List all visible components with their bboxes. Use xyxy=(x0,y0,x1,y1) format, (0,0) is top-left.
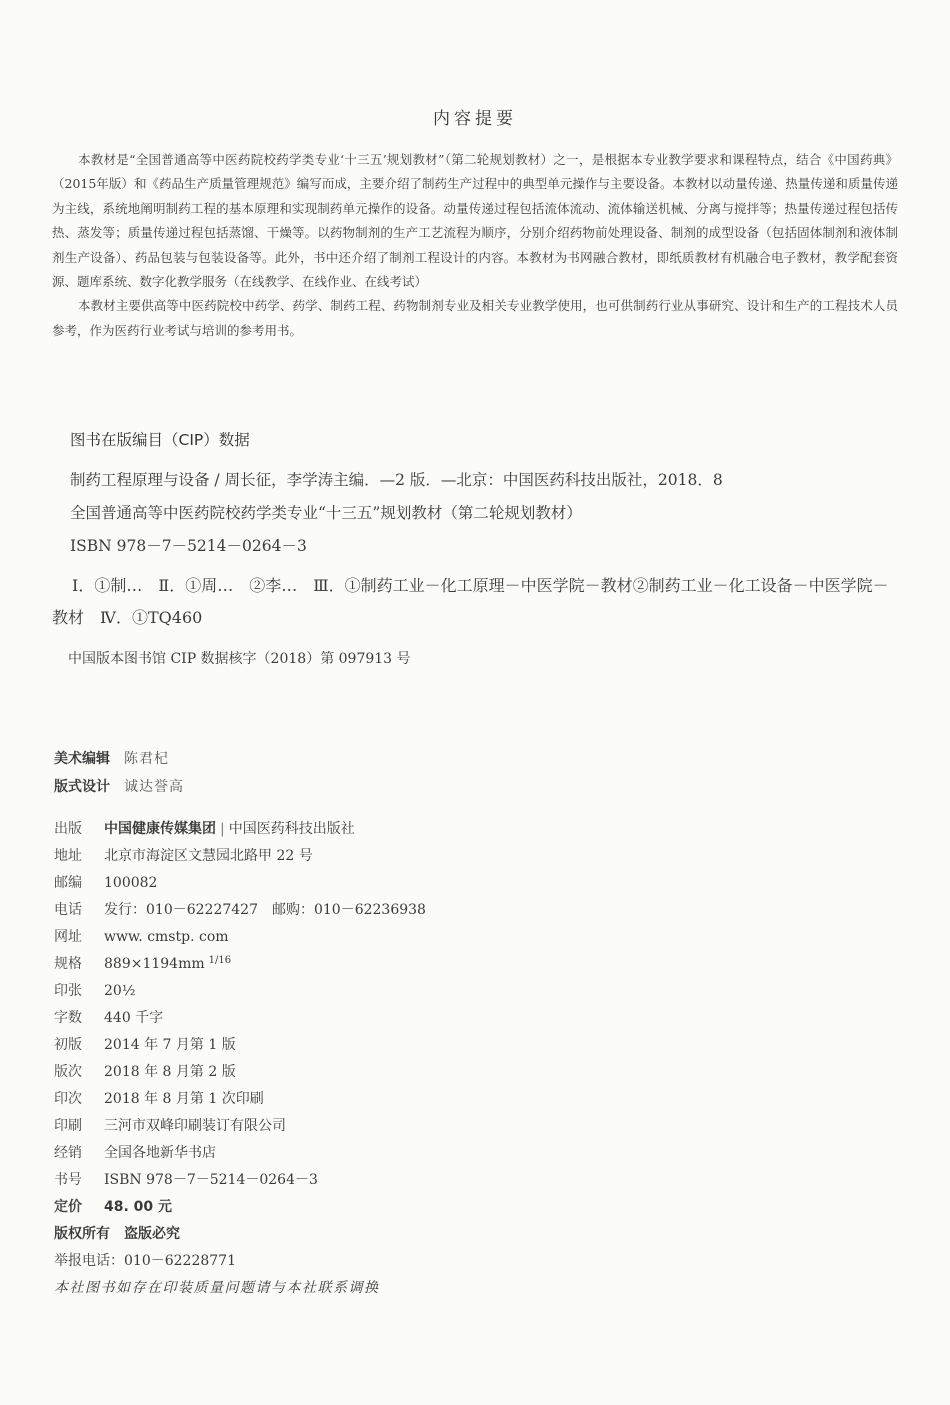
info-label: 电话 xyxy=(54,902,82,918)
staff-label: 版式设计 xyxy=(54,779,110,795)
info-value: 440 千字 xyxy=(104,1010,164,1026)
info-label: 初版 xyxy=(54,1037,82,1053)
info-label: 印张 xyxy=(54,983,82,999)
info-value: 2018 年 8 月第 2 版 xyxy=(104,1064,236,1080)
staff-art-editor xyxy=(54,748,169,768)
info-address xyxy=(54,845,313,865)
copyright-notice: 版权所有 盗版必究 xyxy=(54,1226,180,1242)
info-value: 2018 年 8 月第 1 次印刷 xyxy=(104,1091,264,1107)
info-value: ISBN 978－7－5214－0264－3 xyxy=(104,1172,318,1188)
info-label: 邮编 xyxy=(54,875,82,891)
info-website xyxy=(54,926,229,946)
cip-line-title: 制药工程原理与设备 / 周长征，李学涛主编．—2 版．—北京：中国医药科技出版社，2018．8 xyxy=(70,471,723,489)
summary-title: 内容提要 xyxy=(433,109,517,129)
info-postcode xyxy=(54,872,157,892)
info-distributor xyxy=(54,1142,216,1162)
info-book-number xyxy=(54,1169,318,1189)
info-value: 北京市海淀区文慧园北路甲 22 号 xyxy=(104,848,313,864)
info-value: 发行：010－62227427 邮购：010－62236938 xyxy=(104,902,426,918)
quality-notice: 本社图书如存在印装质量问题请与本社联系调换 xyxy=(54,1280,380,1296)
cip-heading: 图书在版编目（CIP）数据 xyxy=(70,431,250,449)
info-label: 定价 xyxy=(54,1199,82,1215)
info-value: 20½ xyxy=(104,983,136,999)
info-label: 印刷 xyxy=(54,1118,82,1134)
info-printing xyxy=(54,1088,264,1108)
info-label: 版次 xyxy=(54,1064,82,1080)
info-label: 地址 xyxy=(54,848,82,864)
info-label: 经销 xyxy=(54,1145,82,1161)
staff-value: 诚达誉高 xyxy=(124,779,184,795)
info-label: 规格 xyxy=(54,956,82,972)
report-hotline: 举报电话：010－62228771 xyxy=(54,1253,236,1269)
cip-classification: Ⅰ．①制… Ⅱ．①周… ②李… Ⅲ．①制药工业－化工原理－中医学院－教材②制药工业－化工设备－中医学院－教材 Ⅳ．①TQ460 xyxy=(52,576,889,627)
info-label: 印次 xyxy=(54,1091,82,1107)
info-value: www. cmstp. com xyxy=(104,929,229,945)
info-printer xyxy=(54,1115,286,1135)
price-value: 48. 00 元 xyxy=(104,1199,173,1215)
cip-approval: 中国版本图书馆 CIP 数据核字（2018）第 097913 号 xyxy=(68,651,411,667)
staff-value: 陈君杞 xyxy=(124,751,169,767)
info-price xyxy=(54,1196,172,1216)
info-phone xyxy=(54,899,426,919)
info-label: 网址 xyxy=(54,929,82,945)
info-wordcount xyxy=(54,1007,163,1027)
info-sheets xyxy=(54,980,135,1000)
cip-line-series: 全国普通高等中医药院校药学类专业“十三五”规划教材（第二轮规划教材） xyxy=(70,504,582,522)
info-label: 字数 xyxy=(54,1010,82,1026)
info-value: 889×1194mm xyxy=(104,956,205,972)
info-value: 全国各地新华书店 xyxy=(104,1145,216,1161)
publisher-group: 中国健康传媒集团 xyxy=(104,821,216,837)
info-format xyxy=(54,953,231,973)
summary-text xyxy=(52,148,898,343)
info-first-edition xyxy=(54,1034,236,1054)
info-label: 出版 xyxy=(54,821,82,837)
info-value: 三河市双峰印刷装订有限公司 xyxy=(104,1118,286,1134)
staff-layout-design xyxy=(54,776,184,796)
publisher-separator: | xyxy=(220,821,225,837)
publisher-name: 中国医药科技出版社 xyxy=(228,821,355,837)
info-publisher xyxy=(54,818,355,838)
summary-paragraph-2: 本教材主要供高等中医药院校中药学、药学、制药工程、药物制剂专业及相关专业教学使用，也可供制药行业从事研究、设计和生产的工程技术人员参考，作为医药行业考试与培训的参考用书。 xyxy=(52,298,898,338)
info-value: 2014 年 7 月第 1 版 xyxy=(104,1037,236,1053)
cip-line-isbn: ISBN 978－7－5214－0264－3 xyxy=(70,537,307,555)
info-value: 100082 xyxy=(104,875,158,891)
info-edition xyxy=(54,1061,236,1081)
staff-label: 美术编辑 xyxy=(54,751,110,767)
info-label: 书号 xyxy=(54,1172,82,1188)
summary-paragraph-1: 本教材是“全国普通高等中医药院校药学类专业‘十三五’规划教材”（第二轮规划教材）之一，是根据本专业教学要求和课程特点，结合《中国药典》（2015年版）和《药品生产质量管理规范》编写而成，主要介绍了制药生产过程中的典型单元操作与主要设备。本教材以动量传递、热量传递和质量传递为主线，系统地阐明制药工程的基本原理和实现制药单元操作的设备。动量传递过程包括流体流动、流体输送机械、分离与搅拌等；热量传递过程包括传热、蒸发等；质量传递过程包括蒸馏、干燥等。以药物制剂的生产工艺流程为顺序，分别介绍药物前处理设备、制剂的成型设备（包括固体制剂和液体制剂生产设备）、药品包装与包装设备等。此外，书中还介绍了制剂工程设计的内容。本教材为书网融合教材，即纸质教材有机融合电子教材，教学配套资源、题库系统、数字化教学服务（在线教学、在线作业、在线考试） xyxy=(52,152,898,290)
format-fraction: 1/16 xyxy=(208,955,232,966)
